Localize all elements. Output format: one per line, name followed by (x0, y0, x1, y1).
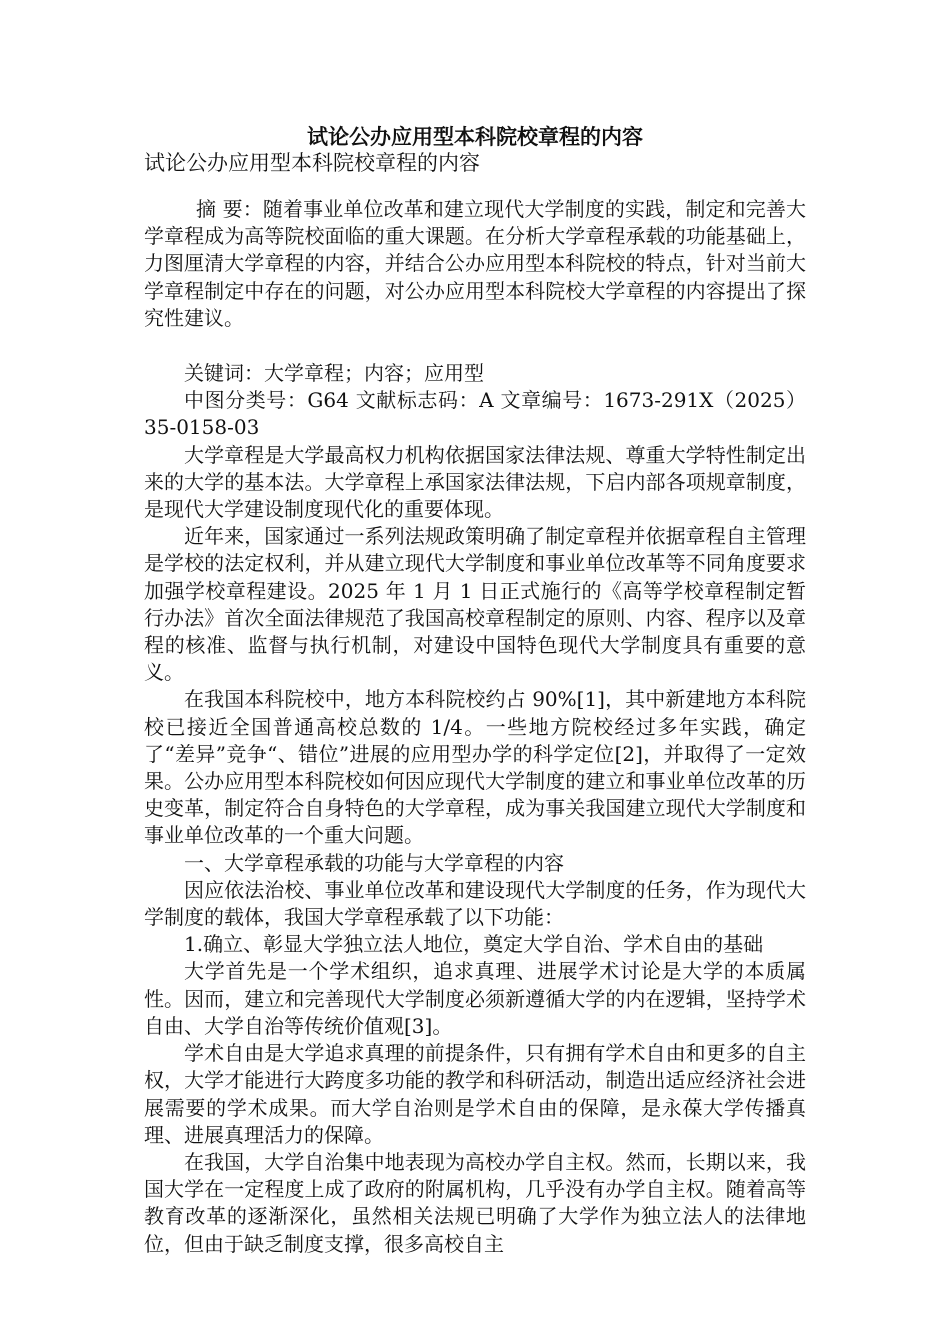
document-title: 试论公办应用型本科院校章程的内容 (307, 124, 643, 149)
keywords-line: 关键词：大学章程；内容；应用型 (184, 361, 484, 386)
body-paragraph: 在我国本科院校中，地方本科院校约占 90%[1]，其中新建地方本科院校已接近全国普通高校总数的 1/4。一些地方院校经过多年实践，确定了“差异”竞争“、错位”进展的应用型办学的科学定位[2]，并取得了一定效果。公办应用型本科院校如何因应现代大学制度的建立和事业单位改革的历史变革，制定符合自身特色的大学章程，成为事关我国建立现代大学制度和事业单位改革的一个重大问题。 (144, 687, 806, 848)
abstract-paragraph: 摘 要：随着事业单位改革和建立现代大学制度的实践，制定和完善大学章程成为高等院校面临的重大课题。在分析大学章程承载的功能基础上，力图厘清大学章程的内容，并结合公办应用型本科院校的特点，针对当前大学章程制定中存在的问题，对公办应用型本科院校大学章程的内容提出了探究性建议。 (144, 197, 806, 330)
body-paragraph: 学术自由是大学追求真理的前提条件，只有拥有学术自由和更多的自主权，大学才能进行大跨度多功能的教学和科研活动，制造出适应经济社会进展需要的学术成果。而大学自治则是学术自由的保障，是永葆大学传播真理、进展真理活力的保障。 (144, 1041, 806, 1147)
classification-line: 中图分类号：G64 文献标志码：A 文章编号：1673-291X（2025）35-0158-03 (144, 388, 806, 440)
document-body (144, 196, 806, 1258)
section-heading: 一、大学章程承载的功能与大学章程的内容 (184, 850, 564, 875)
body-paragraph: 大学首先是一个学术组织，追求真理、进展学术讨论是大学的本质属性。因而，建立和完善现代大学制度必须新遵循大学的内在逻辑，坚持学术自由、大学自治等传统价值观[3]。 (144, 959, 806, 1038)
body-paragraph: 因应依法治校、事业单位改革和建设现代大学制度的任务，作为现代大学制度的载体，我国大学章程承载了以下功能： (144, 877, 806, 930)
body-paragraph: 大学章程是大学最高权力机构依据国家法律法规、尊重大学特性制定出来的大学的基本法。大学章程上承国家法律法规，下启内部各项规章制度，是现代大学建设制度现代化的重要体现。 (144, 442, 806, 522)
subsection-heading: 1.确立、彰显大学独立法人地位，奠定大学自治、学术自由的基础 (184, 932, 764, 957)
body-paragraph: 近年来，国家通过一系列法规政策明确了制定章程并依据章程自主管理是学校的法定权利，并从建立现代大学制度和事业单位改革等不同角度要求加强学校章程建设。2025 年 1 月 1 日正式施行的《高等学校章程制定暂行办法》首次全面法律规范了我国高校章程制定的原则、内容、程序以及章程的核准、监督与执行机制，对建设中国特色现代大学制度具有重要的意义。 (144, 524, 806, 685)
spacer (144, 332, 806, 360)
document-subtitle: 试论公办应用型本科院校章程的内容 (144, 151, 480, 175)
body-paragraph: 在我国，大学自治集中地表现为高校办学自主权。然而，长期以来，我国大学在一定程度上成了政府的附属机构，几乎没有办学自主权。随着高等教育改革的逐渐深化，虽然相关法规已明确了大学作为独立法人的法律地位，但由于缺乏制度支撑，很多高校自主 (144, 1149, 806, 1256)
